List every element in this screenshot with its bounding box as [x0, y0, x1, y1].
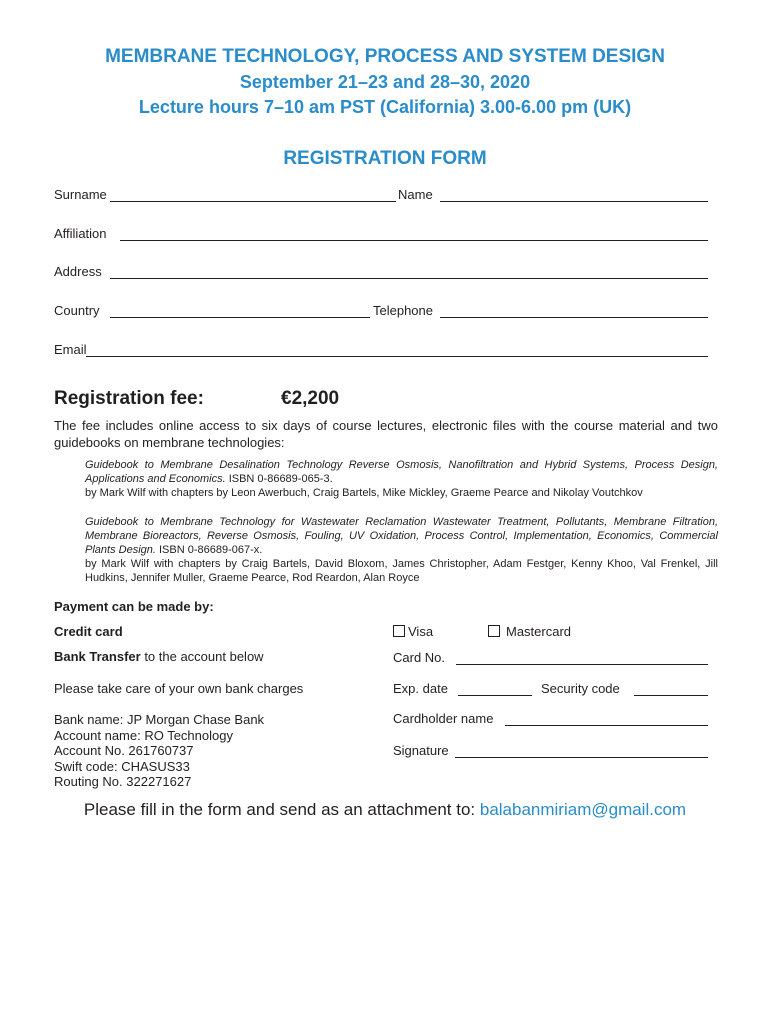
name-field[interactable]	[440, 201, 708, 202]
bank-transfer-label: Bank Transfer	[54, 649, 141, 664]
event-title: MEMBRANE TECHNOLOGY, PROCESS AND SYSTEM DESIGN	[105, 46, 665, 67]
visa-label: Visa	[408, 624, 434, 639]
guidebook-2-authors: by Mark Wilf with chapters by Craig Bartels, David Bloxom, James Christopher, Adam Festger, Kenny Khoo, Val Frenkel, Jill Hudkins, Jennifer Muller, Graeme Pearce, Rod Reardon, Alan Royce	[85, 558, 718, 584]
visa-option[interactable]	[393, 624, 433, 639]
registration-fee-amount: €2,200	[281, 388, 340, 409]
email-label: Email	[54, 342, 87, 357]
exp-date-label: Exp. date	[393, 681, 448, 696]
affiliation-label: Affiliation	[54, 226, 107, 241]
routing-number: Routing No. 322271627	[54, 774, 192, 789]
cardholder-name-label: Cardholder name	[393, 711, 494, 726]
card-no-label: Card No.	[393, 650, 446, 665]
submission-instruction	[0, 800, 770, 820]
account-name: Account name: RO Technology	[54, 727, 233, 743]
card-no-field[interactable]	[456, 664, 708, 665]
country-label: Country	[54, 303, 100, 318]
guidebook-1	[85, 458, 718, 500]
bank-name: Bank name: JP Morgan Chase Bank	[54, 712, 265, 727]
affiliation-field[interactable]	[120, 240, 708, 241]
security-code-field[interactable]	[634, 695, 708, 696]
bank-details	[54, 712, 264, 790]
signature-label: Signature	[393, 743, 449, 758]
payment-heading: Payment can be made by:	[54, 599, 214, 614]
bank-transfer-line	[54, 649, 264, 664]
signature-field[interactable]	[455, 757, 708, 758]
event-dates: September 21–23 and 28–30, 2020	[239, 72, 531, 92]
security-code-label: Security code	[541, 681, 620, 696]
email-field[interactable]	[86, 356, 708, 357]
mastercard-option[interactable]	[488, 624, 571, 639]
surname-field[interactable]	[110, 201, 396, 202]
country-field[interactable]	[110, 317, 370, 318]
guidebook-2-title: Guidebook to Membrane Technology for Wastewater Reclamation Wastewater Treatment, Pollutants, Membrane Filtration, Membrane Bioreactors, Reverse Osmosis, Fouling, UV Oxidation, Process Control, Implementation, Economics, Commercial Plants Design.	[85, 516, 718, 556]
guidebook-1-title: Guidebook to Membrane Desalination Technology Reverse Osmosis, Nanofiltration and Hybrid Systems, Process Design, Applications and Economics.	[85, 459, 718, 485]
guidebook-1-authors: by Mark Wilf with chapters by Leon Awerbuch, Craig Bartels, Mike Mickley, Graeme Pearce and Nikolay Voutchkov	[85, 487, 643, 499]
telephone-field[interactable]	[440, 317, 708, 318]
swift-code: Swift code: CHASUS33	[54, 758, 190, 774]
mastercard-checkbox[interactable]	[488, 625, 500, 637]
lecture-hours: Lecture hours 7–10 am PST (California) 3.00-6.00 pm (UK)	[138, 97, 632, 117]
account-number: Account No. 261760737	[54, 743, 194, 758]
credit-card-label: Credit card	[54, 624, 123, 639]
exp-date-field[interactable]	[458, 695, 532, 696]
surname-label: Surname	[54, 187, 107, 202]
telephone-label: Telephone	[373, 303, 433, 318]
contact-email-link[interactable]: balabanmiriam@gmail.com	[479, 800, 687, 819]
visa-checkbox[interactable]	[393, 625, 405, 637]
address-field[interactable]	[110, 278, 708, 279]
guidebook-2-isbn: ISBN 0-86689-067-x.	[155, 544, 263, 556]
guidebook-1-isbn: ISBN 0-86689-065-3.	[225, 473, 333, 485]
guidebook-2	[85, 515, 718, 585]
registration-fee-label: Registration fee:	[54, 388, 204, 409]
fee-description: The fee includes online access to six days of course lectures, electronic files with the course material and two guidebooks on membrane technologies:	[54, 418, 718, 450]
form-title: REGISTRATION FORM	[283, 148, 487, 169]
cardholder-name-field[interactable]	[505, 725, 708, 726]
name-label: Name	[398, 187, 433, 202]
bank-charges-note: Please take care of your own bank charges	[54, 681, 304, 696]
footer-text: Please fill in the form and send as an attachment to:	[83, 800, 480, 819]
bank-transfer-suffix: to the account below	[140, 649, 264, 664]
address-label: Address	[54, 264, 102, 279]
mastercard-label: Mastercard	[506, 624, 572, 639]
